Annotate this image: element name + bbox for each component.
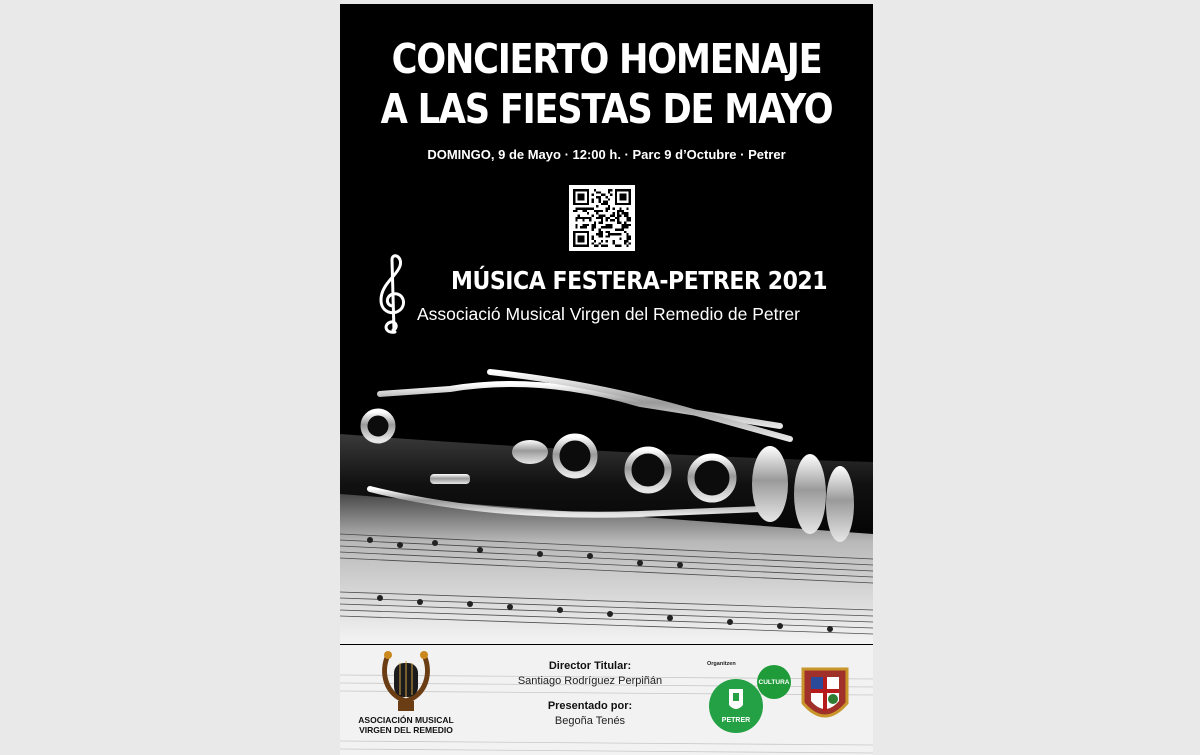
festival-shield-logo-icon xyxy=(797,663,853,731)
cultura-logo: CULTURA xyxy=(757,665,791,699)
presenter-name: Begoña Tenés xyxy=(554,715,626,727)
director-label: Director Titular: xyxy=(548,660,632,672)
lyre-logo-icon xyxy=(378,649,434,715)
band-subtitle: Associació Musical Virgen del Remedio de Petrer xyxy=(417,304,800,324)
treble-clef-icon xyxy=(373,254,413,336)
band-title: MÚSICA FESTERA-PETRER 2021 xyxy=(451,266,828,295)
presenter-label: Presentado por: xyxy=(547,700,633,712)
petrer-logo xyxy=(709,679,763,733)
clarinet-sheet-music-image xyxy=(340,344,873,644)
poster-title xyxy=(377,34,835,134)
director-name: Santiago Rodríguez Perpiñán xyxy=(517,675,663,687)
petrer-crest-icon xyxy=(709,679,763,733)
poster-title-line-1: CONCIERTO HOMENAJE xyxy=(391,35,822,83)
organizers-label: Organitzen xyxy=(707,661,736,667)
poster-title-line-2: A LAS FIESTAS DE MAYO xyxy=(380,85,833,133)
poster-footer xyxy=(340,645,873,755)
concert-poster xyxy=(340,4,873,755)
qr-code[interactable] xyxy=(569,185,635,251)
petrer-label: PETRER xyxy=(721,717,751,724)
association-name: ASOCIACIÓN MUSICAL VIRGEN DEL REMEDIO xyxy=(358,715,454,735)
event-details: DOMINGO, 9 de Mayo · 12:00 h. · Parc 9 d’Octubre · Petrer xyxy=(427,147,786,162)
